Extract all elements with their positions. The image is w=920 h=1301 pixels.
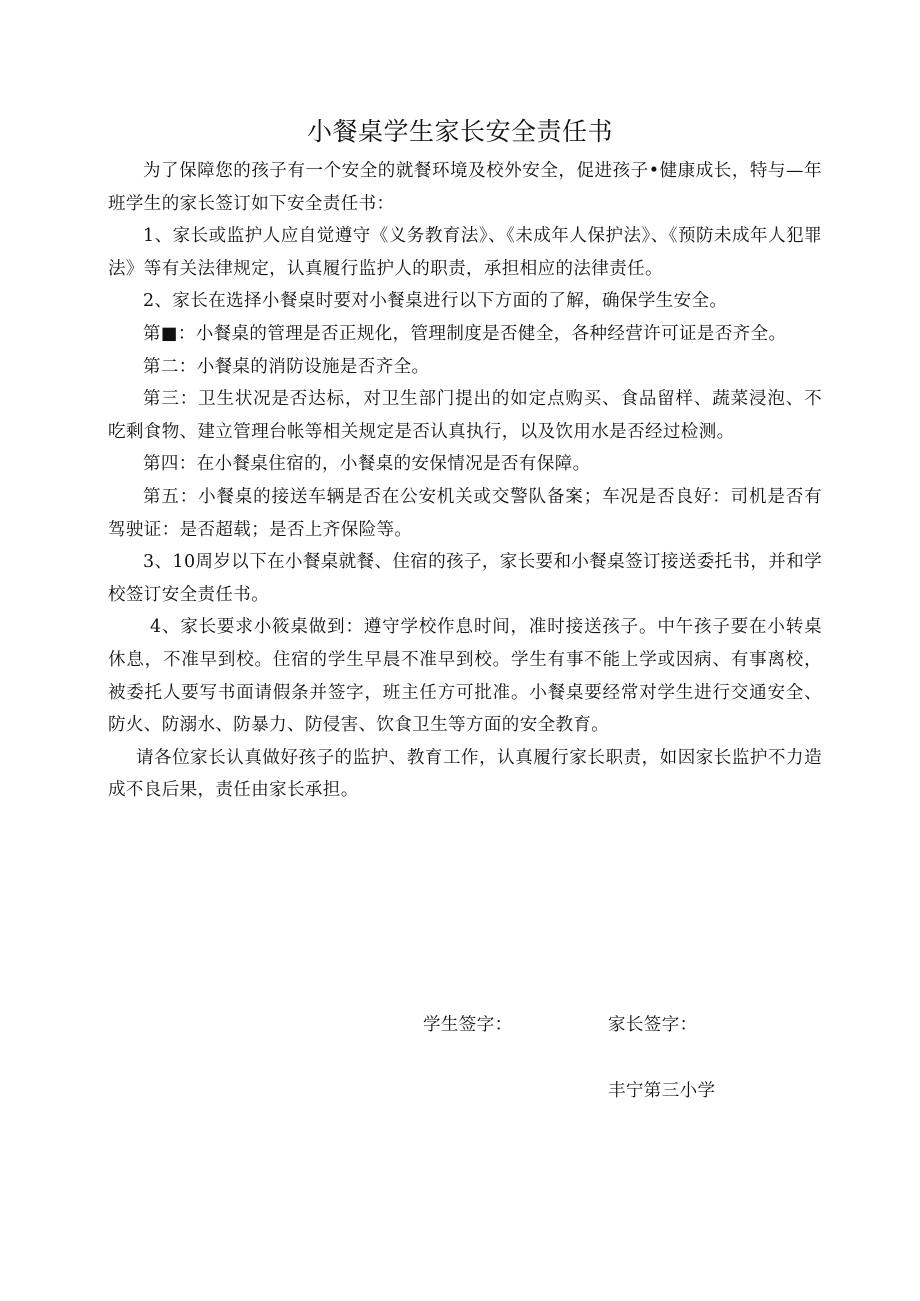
paragraph-clause-2: 2、家长在选择小餐桌时要对小餐桌进行以下方面的了解，确保学生安全。 [143, 291, 728, 312]
paragraph-item-5: 第五：小餐桌的接送车辆是否在公安机关或交警队备案；车况是否良好：司机是否有驾驶证：是否超载；是否上齐保险等。 [108, 486, 822, 540]
paragraph-item-4: 第四：在小餐桌住宿的，小餐桌的安保情况是否有保障。 [143, 454, 591, 475]
student-signature-label: 学生签字： [423, 1015, 513, 1035]
parent-signature-label: 家长签字： [608, 1015, 698, 1035]
document-title: 小餐桌学生家长安全责任书 [306, 117, 613, 146]
paragraph-clause-4: 4、家长要求小筱桌做到：遵守学校作息时间，准时接送孩子。中午孩子要在小转桌休息，不准早到校。住宿的学生早晨不准早到校。学生有事不能上学或因病、有事离校，被委托人要写书面请假条并签字，班主任方可批准。小餐桌要经常对学生进行交通安全、防火、防溺水、防暴力、防侵害、饮食卫生等方面的安全教育。 [108, 617, 822, 736]
paragraph-intro: 为了保障您的孩子有一个安全的就餐环境及校外安全，促进孩子•健康成长，特与—年班学生的家长签订如下安全责任书： [108, 161, 822, 214]
paragraph-clause-1: 1、家长或监护人应自觉遵守《义务教育法》、《未成年人保护法》、《预防未成年人犯罪法》等有关法律规定，认真履行监护人的职责，承担相应的法律责任。 [108, 226, 822, 279]
paragraph-item-3: 第三：卫生状况是否达标，对卫生部门提出的如定点购买、食品留样、蔬菜浸泡、不吃剩食物、建立管理台帐等相关规定是否认真执行，以及饮用水是否经过检测。 [108, 389, 822, 442]
paragraph-closing: 请各位家长认真做好孩子的监护、教育工作，认真履行家长职责，如因家长监护不力造成不良后果，责任由家长承担。 [108, 747, 822, 801]
paragraph-clause-3: 3、10周岁以下在小餐桌就餐、住宿的孩子，家长要和小餐桌签订接送委托书，并和学校签订安全责任书。 [108, 552, 822, 605]
paragraph-item-1: 第■：小餐桌的管理是否正规化，管理制度是否健全，各种经营许可证是否齐全。 [143, 323, 787, 344]
document-body [108, 155, 822, 807]
school-name: 丰宁第三小学 [608, 1081, 716, 1101]
paragraph-item-2: 第二：小餐桌的消防设施是否齐全。 [143, 356, 430, 377]
